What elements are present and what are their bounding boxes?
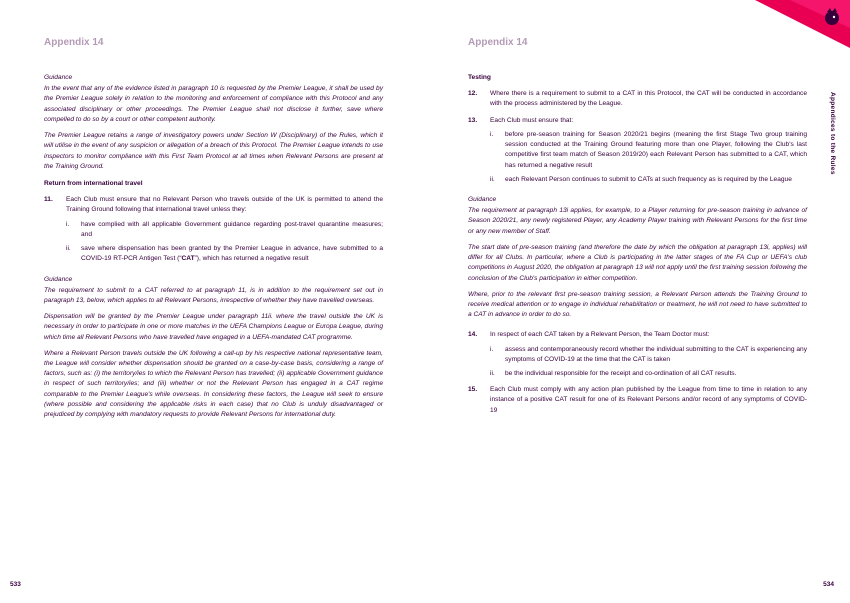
sub-item-text: have complied with all applicable Government guidance regarding post-travel quarantine measures; and: [81, 220, 383, 238]
paragraph-text: Each Club must ensure that no Relevant Person who travels outside of the UK is permitted to attend the Training Ground following that international travel unless they:: [66, 196, 383, 214]
paragraph-number: 15.: [468, 386, 478, 394]
sub-item-number: ii.: [490, 175, 495, 183]
sub-item: [490, 130, 807, 171]
paragraph-number: 11.: [44, 196, 53, 204]
rule-paragraph-12: [468, 89, 807, 109]
paragraph-number: 14.: [468, 331, 478, 339]
sub-item: [490, 369, 807, 379]
guidance-heading: Guidance: [468, 195, 497, 203]
guidance-paragraph: The Premier League retains a range of investigatory powers under Section W (Disciplinary) of the Rules, which it will utilise in the event of any suspicion or allegation of a breach of this Protocol. The Premier League intends to use inspectors to monitor compliance with this First Team Protocol at all times when Relevant Persons are present at the Training Ground.: [44, 132, 383, 170]
section-heading-international-travel: Return from international travel: [44, 179, 143, 187]
paragraph-number: 12.: [468, 90, 478, 98]
guidance-paragraph: In the event that any of the evidence listed in paragraph 10 is requested by the Premier League, it shall be used by the Premier League solely in relation to the monitoring and enforcement of compliance with this Protocol and any associated disciplinary or other proceedings. The Premier League shall not disclose it further, save where compelled to do so by a court or other competent authority.: [44, 85, 383, 123]
sub-item-number: ii.: [490, 370, 495, 378]
sub-item: [66, 244, 383, 264]
rule-paragraph-15: [468, 385, 807, 416]
sub-item-text: save where dispensation has been granted by the Premier League in advance, have submitted to a COVID-19 RT-PCR Antigen Test (“CAT”), which has returned a negative result: [81, 245, 383, 263]
sub-item-text: before pre-season training for Season 2020/21 begins (meaning the first Stage Two group training session conducted at the Training Ground featuring more than one Player, following the Club's last competitive first team match of Season 2019/20) each Relevant Person has submitted to a CAT, which has returned a negative result: [505, 130, 807, 169]
guidance-paragraph: The requirement to submit to a CAT referred to at paragraph 11, is in addition to the requirement set out in paragraph 13, below, which applies to all Relevant Persons, irrespective of whether they have travelled overseas.: [44, 286, 383, 304]
guidance-heading: Guidance: [44, 275, 73, 283]
sub-item: [66, 220, 383, 240]
left-page-number: 533: [10, 581, 21, 588]
appendices-side-label: Appendices to the Rules: [829, 92, 836, 175]
left-page-column: [44, 73, 383, 426]
guidance-paragraph: Dispensation will be granted by the Premier League under paragraph 11ii. where the travel outside the UK is necessary in order to participate in one or more matches in the UEFA Champions League or Europa League, during which time all Relevant Persons who have travelled have engaged in a UEFA-mandated CAT programme.: [44, 313, 383, 341]
paragraph-number: 13.: [468, 116, 478, 124]
sub-item-text: assess and contemporaneously record whether the individual submitting to the CAT is experiencing any symptoms of COVID-19 at the time that the CAT is taken: [505, 345, 807, 363]
right-page-number: 534: [823, 581, 834, 588]
paragraph-text: Each Club must comply with any action plan published by the League from time to time in relation to any instance of a positive CAT result for one of its Relevant Persons and/or record of any symptoms of COVID-19: [490, 386, 807, 414]
corner-accent: [730, 0, 850, 50]
guidance-paragraph: The requirement at paragraph 13i applies, for example, to a Player returning for pre-season training in advance of Season 2020/21, any newly registered Player, any Academy Player training with Relevant Persons for the first time or any new member of Staff.: [468, 207, 807, 235]
sub-item-number: i.: [490, 345, 494, 353]
sub-item-text: be the individual responsible for the receipt and co-ordination of all CAT results.: [505, 370, 737, 378]
right-page-header: Appendix 14: [468, 37, 528, 48]
defined-term-cat: CAT: [181, 255, 195, 263]
sub-item-number: i.: [490, 130, 494, 138]
sub-item-text: each Relevant Person continues to submit to CATs at such frequency as is required by the League: [505, 175, 792, 183]
guidance-heading: Guidance: [44, 74, 73, 81]
section-heading-testing: Testing: [468, 74, 491, 81]
paragraph-text: Where there is a requirement to submit to a CAT in this Protocol, the CAT will be conducted in accordance with the process administered by the League.: [490, 90, 807, 108]
sub-item: [490, 345, 807, 365]
guidance-paragraph: Where a Relevant Person travels outside the UK following a call-up by his respective national representative team, the League will consider whether dispensation should be granted on a case-by-case basis, considering a range of factors, such as: (i) the territory/ies to which the Relevant Person has travelled; (ii) applicable Government guidance in respect of such territory/ies; and (iii) whether or not the Relevant Person has engaged in a CAT regime comparable to the Premier League's while overseas. In considering these factors, the League will seek to ensure (where possible and considering the applicable risks in each case) that no Club is unduly disadvantaged or prejudiced by complying with mandatory requests to provide Relevant Persons for international duty.: [44, 349, 383, 419]
guidance-paragraph: Where, prior to the relevant first pre-season training session, a Relevant Person attends the Training Ground to receive medical attention or to engage in individual rehabilitation or treatment, he will not need to have submitted to a CAT in advance in order to do so.: [468, 290, 807, 319]
left-page-header: Appendix 14: [44, 37, 104, 48]
rule-paragraph-13: [468, 116, 807, 185]
guidance-paragraph: The start date of pre-season training (and therefore the date by which the obligation at paragraph 13i, applies) will differ for all Clubs. In particular, where a Club is participating in the latter stages of the FA Cup or UEFA's club competitions in August 2020, the obligation at paragraph 13 will not apply until the first training session following the conclusion of the Club's participation in either competition.: [468, 243, 807, 282]
paragraph-text: Each Club must ensure that:: [490, 116, 574, 124]
paragraph-text: In respect of each CAT taken by a Relevant Person, the Team Doctor must:: [490, 331, 710, 339]
sub-item-number: i.: [66, 220, 70, 228]
right-page-column: [468, 73, 807, 422]
rule-paragraph-14: [468, 330, 807, 379]
rule-paragraph-11: [44, 195, 383, 264]
sub-item-number: ii.: [66, 245, 71, 253]
sub-item: [490, 175, 807, 185]
